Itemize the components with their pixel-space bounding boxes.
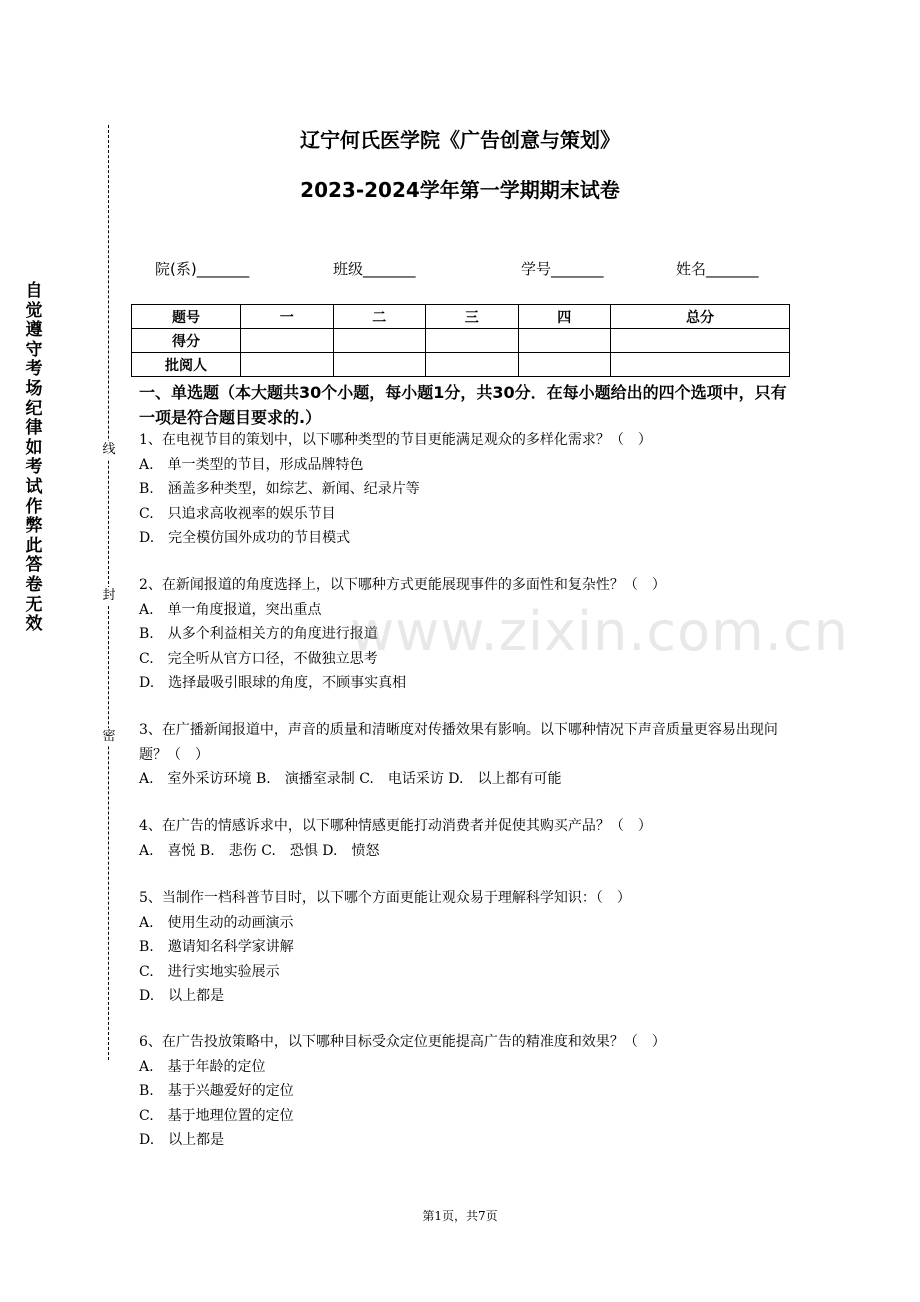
question-stem: 6、在广告投放策略中，以下哪种目标受众定位更能提高广告的精准度和效果？（ ）: [139, 1034, 666, 1050]
score-cell: [241, 329, 334, 353]
question-option: D. 以上都是: [139, 988, 225, 1004]
question-option: A. 喜悦 B. 悲伤 C. 恐惧 D. 愤怒: [139, 842, 380, 859]
question-option: B. 基于兴趣爱好的定位: [139, 1083, 294, 1099]
question-option: D. 选择最吸引眼球的角度，不顾事实真相: [139, 675, 407, 691]
score-header-cell: 二: [333, 305, 426, 329]
question-option: C. 基于地理位置的定位: [139, 1107, 294, 1124]
reviewer-row: [132, 353, 790, 377]
score-cell: [518, 329, 611, 353]
score-header-cell: 题号: [132, 305, 241, 329]
question-3: [139, 718, 789, 792]
score-row: [132, 329, 790, 353]
score-header-cell: 总分: [611, 305, 790, 329]
question-stem: 3、在广播新闻报道中，声音的质量和清晰度对传播效果有影响。以下哪种情况下声音质量更容易出现问题？（ ）: [139, 722, 778, 763]
question-option: C. 进行实地实验展示: [139, 963, 280, 980]
page-number-footer: 第1页，共7页: [422, 1209, 498, 1223]
reviewer-row-label: 批阅人: [132, 353, 241, 377]
score-table-header-row: [132, 305, 790, 329]
question-stem: 4、在广告的情感诉求中，以下哪种情感更能打动消费者并促使其购买产品？（ ）: [139, 818, 652, 834]
class-field: 班级_______: [333, 260, 416, 278]
question-option: D. 以上都是: [139, 1132, 225, 1148]
score-header-cell: 一: [241, 305, 334, 329]
exam-rules-notice: 自觉遵守考场纪律如考试作弊此答卷无效: [25, 281, 43, 635]
reviewer-cell: [611, 353, 790, 377]
question-option: C. 完全听从官方口径，不做独立思考: [139, 650, 378, 667]
name-field: 姓名_______: [676, 260, 759, 278]
exam-title-line1: 辽宁何氏医学院《广告创意与策划》: [300, 128, 620, 152]
score-header-cell: 三: [426, 305, 519, 329]
reviewer-cell: [333, 353, 426, 377]
score-table: [131, 304, 790, 377]
cut-line-char-mi: 密: [102, 729, 116, 744]
department-field: 院(系)_______: [155, 260, 250, 278]
cut-line-char-xian: 线: [102, 442, 116, 457]
reviewer-cell: [518, 353, 611, 377]
section-title: 一、单选题（本大题共30个小题，每小题1分，共30分．在每小题给出的四个选项中，只有一项是符合题目要求的.）: [139, 383, 787, 427]
cut-line-char-feng: 封: [102, 588, 116, 603]
question-stem: 5、当制作一档科普节目时，以下哪个方面更能让观众易于理解科学知识：（ ）: [139, 890, 631, 906]
score-cell: [333, 329, 426, 353]
question-stem: 1、在电视节目的策划中，以下哪种类型的节目更能满足观众的多样化需求？（ ）: [139, 432, 652, 448]
score-cell: [611, 329, 790, 353]
question-5: [139, 886, 789, 1009]
question-6: [139, 1030, 789, 1153]
question-option: A. 室外采访环境 B. 演播室录制 C. 电话采访 D. 以上都有可能: [139, 771, 562, 787]
student-id-field: 学号_______: [521, 260, 604, 278]
site-watermark: www.zixin.com.cn: [350, 600, 849, 663]
question-4: [139, 814, 789, 863]
question-option: A. 单一类型的节目，形成品牌特色: [139, 456, 364, 473]
exam-title-line2: 2023-2024学年第一学期期末试卷: [300, 178, 620, 202]
score-row-label: 得分: [132, 329, 241, 353]
question-option: D. 完全模仿国外成功的节目模式: [139, 530, 351, 546]
question-option: B. 从多个利益相关方的角度进行报道: [139, 626, 378, 642]
question-1: [139, 428, 789, 551]
question-option: A. 使用生动的动画演示: [139, 914, 294, 931]
reviewer-cell: [241, 353, 334, 377]
question-option: A. 单一角度报道，突出重点: [139, 601, 322, 618]
question-stem: 2、在新闻报道的角度选择上，以下哪种方式更能展现事件的多面性和复杂性？（ ）: [139, 577, 666, 593]
question-option: C. 只追求高收视率的娱乐节目: [139, 505, 336, 522]
question-option: A. 基于年龄的定位: [139, 1058, 266, 1075]
score-header-cell: 四: [518, 305, 611, 329]
question-option: B. 邀请知名科学家讲解: [139, 939, 294, 955]
score-cell: [426, 329, 519, 353]
question-option: B. 涵盖多种类型，如综艺、新闻、纪录片等: [139, 481, 420, 497]
reviewer-cell: [426, 353, 519, 377]
